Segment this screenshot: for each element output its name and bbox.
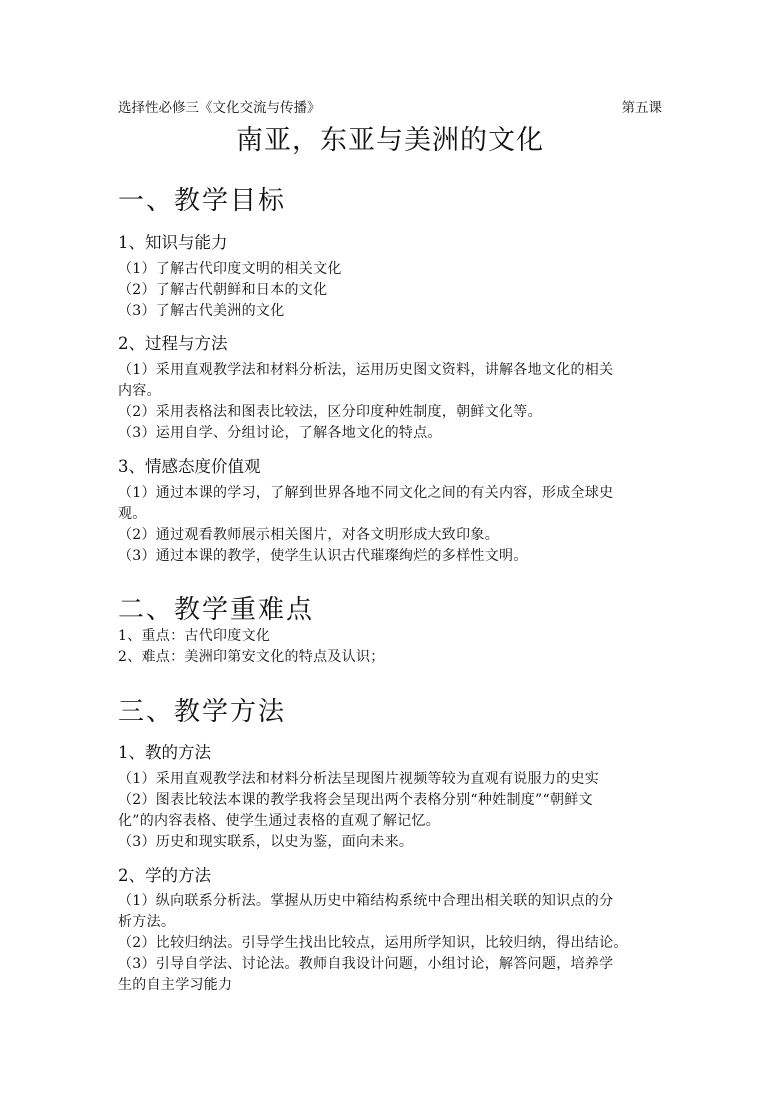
section-heading-key-difficult-points: 二、教学重难点 [118,595,315,625]
paragraph-learning-method [118,891,666,996]
text-line: 化”的内容表格、使学生通过表格的直观了解记忆。 [118,813,441,829]
subheading-teaching-method: 1、教的方法 [118,743,211,762]
text-line: 2、难点：美洲印第安文化的特点及认识； [118,649,385,665]
section-heading-objectives: 一、教学目标 [118,186,287,216]
header-course-name: 选择性必修三《文化交流与传播》 [118,100,321,116]
text-line: （1）采用直观教学法和材料分析法，运用历史图文资料，讲解各地文化的相关 [118,362,614,378]
text-line: （3）运用自学、分组讨论，了解各地文化的特点。 [118,425,442,441]
text-line: 观。 [118,506,147,522]
paragraph-process-method [118,360,666,444]
text-line: 生的自主学习能力 [118,977,233,993]
paragraph-emotion-values [118,483,666,567]
text-line: （2）图表比较法本课的教学我将会呈现出两个表格分别“种姓制度”“朝鲜文 [118,792,593,808]
subheading-emotion-values: 3、情感态度价值观 [118,457,261,476]
text-line: （2）了解古代朝鲜和日本的文化 [118,282,328,298]
text-line: 内容。 [118,383,161,399]
text-line: （2）通过观看教师展示相关图片，对各文明形成大致印象。 [118,527,500,543]
text-line: （2）比较归纳法。引导学生找出比较点，运用所学知识，比较归纳，得出结论。 [118,935,628,951]
text-line: （1）纵向联系分析法。掌握从历史中箱结构系统中合理出相关联的知识点的分 [118,893,614,909]
subheading-learning-method: 2、学的方法 [118,866,211,885]
text-line: （2）采用表格法和图表比较法，区分印度种姓制度，朝鲜文化等。 [118,404,542,420]
text-line: （3）通过本课的教学，使学生认识古代璀璨绚烂的多样性文明。 [118,548,528,564]
text-line: （3）引导自学法、讨论法。教师自我设计问题，小组讨论，解答问题，培养学 [118,956,614,972]
document-title: 南亚，东亚与美洲的文化 [236,125,544,156]
text-line: （1）了解古代印度文明的相关文化 [118,261,342,277]
text-line: （1）通过本课的学习，了解到世界各地不同文化之间的有关内容，形成全球史 [118,485,614,501]
subheading-knowledge-ability: 1、知识与能力 [118,233,228,252]
paragraph-teaching-method [118,769,666,853]
section-heading-teaching-methods: 三、教学方法 [118,697,287,727]
text-line: （1）采用直观教学法和材料分析法呈现图片视频等较为直观有说服力的史实 [118,771,600,787]
paragraph-knowledge-ability [118,259,666,322]
paragraph-key-difficult-points [118,626,666,668]
header-lesson-number: 第五课 [621,100,662,116]
text-line: （3）历史和现实联系，以史为鉴，面向未来。 [118,834,414,850]
text-line: 析方法。 [118,914,176,930]
text-line: （3）了解古代美洲的文化 [118,303,285,319]
text-line: 1、重点：古代印度文化 [118,628,271,644]
subheading-process-method: 2、过程与方法 [118,334,228,353]
